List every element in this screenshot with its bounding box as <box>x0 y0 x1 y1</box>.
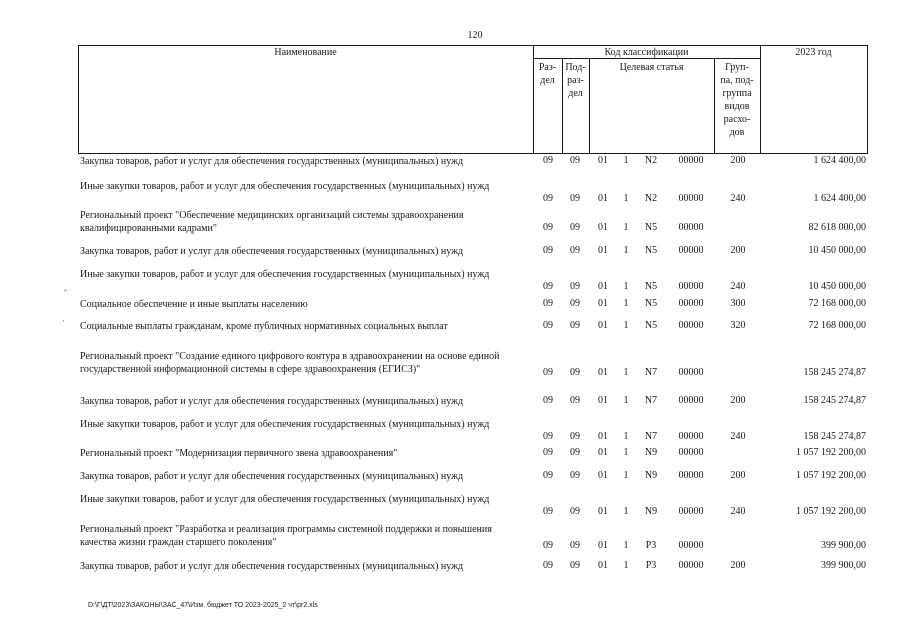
row-c2: 1 <box>623 298 629 309</box>
row-amount: 10 450 000,00 <box>808 281 866 292</box>
row-c4: 00000 <box>678 506 704 517</box>
row-podrazdel: 09 <box>570 245 580 256</box>
row-c2: 1 <box>623 320 629 331</box>
row-razdel: 09 <box>543 540 553 551</box>
row-vr: 320 <box>730 320 746 331</box>
row-c2: 1 <box>623 447 629 458</box>
table-row <box>80 320 880 336</box>
row-c4: 00000 <box>678 298 704 309</box>
row-podrazdel: 09 <box>570 431 580 442</box>
row-razdel: 09 <box>543 506 553 517</box>
row-c4: 00000 <box>678 395 704 406</box>
row-name: Региональный проект "Разработка и реализация программы системной поддержки и повышения качества жизни граждан старшего поколения" <box>80 524 492 548</box>
table-row <box>80 470 880 486</box>
row-podrazdel: 09 <box>570 470 580 481</box>
row-name: Иные закупки товаров, работ и услуг для обеспечения государственных (муниципальных) нужд <box>80 419 490 430</box>
row-c4: 00000 <box>678 560 704 571</box>
row-c3: N9 <box>644 506 658 517</box>
row-name: Социальные выплаты гражданам, кроме публичных нормативных социальных выплат <box>80 321 448 332</box>
row-c3: N5 <box>644 281 658 292</box>
row-razdel: 09 <box>543 367 553 378</box>
row-podrazdel: 09 <box>570 447 580 458</box>
table-row <box>80 268 880 294</box>
row-vr: 200 <box>730 470 746 481</box>
row-vr: 240 <box>730 431 746 442</box>
row-podrazdel: 09 <box>570 560 580 571</box>
row-c2: 1 <box>623 367 629 378</box>
row-c1: 01 <box>598 560 608 571</box>
row-podrazdel: 09 <box>570 155 580 166</box>
row-c4: 00000 <box>678 540 704 551</box>
header-classification-code: Код классификации <box>604 47 689 58</box>
row-c4: 00000 <box>678 367 704 378</box>
header-target-article: Целевая статья <box>619 62 684 73</box>
row-c1: 01 <box>598 367 608 378</box>
row-c1: 01 <box>598 431 608 442</box>
row-podrazdel: 09 <box>570 540 580 551</box>
row-vr: 200 <box>730 155 746 166</box>
row-amount: 158 245 274,87 <box>803 367 866 378</box>
row-c4: 00000 <box>678 470 704 481</box>
header-year: 2023 год <box>795 47 832 58</box>
row-amount: 158 245 274,87 <box>803 431 866 442</box>
row-vr: 200 <box>730 245 746 256</box>
row-amount: 72 168 000,00 <box>808 298 866 309</box>
row-razdel: 09 <box>543 320 553 331</box>
row-name: Иные закупки товаров, работ и услуг для обеспечения государственных (муниципальных) нужд <box>80 269 490 280</box>
table-row <box>80 180 880 206</box>
row-c1: 01 <box>598 506 608 517</box>
row-c2: 1 <box>623 193 629 204</box>
row-name: Иные закупки товаров, работ и услуг для обеспечения государственных (муниципальных) нужд <box>80 181 490 192</box>
row-name: Закупка товаров, работ и услуг для обеспечения государственных (муниципальных) нужд <box>80 561 464 572</box>
row-podrazdel: 09 <box>570 222 580 233</box>
row-c1: 01 <box>598 155 608 166</box>
row-c2: 1 <box>623 395 629 406</box>
row-amount: 399 900,00 <box>821 540 866 551</box>
row-c1: 01 <box>598 222 608 233</box>
row-c2: 1 <box>623 222 629 233</box>
row-c2: 1 <box>623 245 629 256</box>
row-c3: N7 <box>644 431 658 442</box>
row-c2: 1 <box>623 506 629 517</box>
table-header <box>78 45 868 154</box>
row-c4: 00000 <box>678 245 704 256</box>
col-border-left <box>78 45 79 154</box>
row-c3: N9 <box>644 447 658 458</box>
row-c3: N5 <box>644 320 658 331</box>
row-name: Региональный проект "Создание единого цифрового контура в здравоохранении на основе единой государственной информационной системы в сфере здравоохранения (ЕГИСЗ)" <box>80 351 500 375</box>
row-c2: 1 <box>623 155 629 166</box>
header-bottom-border <box>78 153 868 154</box>
header-subsection: Под- раз- дел <box>565 62 586 99</box>
row-c1: 01 <box>598 281 608 292</box>
row-c4: 00000 <box>678 193 704 204</box>
row-c2: 1 <box>623 281 629 292</box>
table-row <box>80 560 880 576</box>
row-c4: 00000 <box>678 222 704 233</box>
row-c3: P3 <box>645 540 657 551</box>
row-podrazdel: 09 <box>570 281 580 292</box>
table-row <box>80 209 880 235</box>
row-razdel: 09 <box>543 281 553 292</box>
row-c3: N7 <box>644 367 658 378</box>
row-amount: 1 057 192 200,00 <box>796 470 866 481</box>
row-c3: N9 <box>644 470 658 481</box>
row-vr: 240 <box>730 193 746 204</box>
row-podrazdel: 09 <box>570 298 580 309</box>
row-c4: 00000 <box>678 281 704 292</box>
row-name: Закупка товаров, работ и услуг для обеспечения государственных (муниципальных) нужд <box>80 471 464 482</box>
scan-mark: · <box>62 316 65 326</box>
row-amount: 158 245 274,87 <box>803 395 866 406</box>
row-name: Региональный проект "Обеспечение медицинских организаций системы здравоохранения квалифицированными кадрами" <box>80 210 464 234</box>
row-name: Региональный проект "Модернизация первичного звена здравоохранения" <box>80 448 398 459</box>
col-border-group <box>760 45 761 154</box>
row-c1: 01 <box>598 447 608 458</box>
row-podrazdel: 09 <box>570 320 580 331</box>
row-c1: 01 <box>598 245 608 256</box>
row-name: Социальное обеспечение и иные выплаты населению <box>80 299 308 310</box>
row-c2: 1 <box>623 470 629 481</box>
row-podrazdel: 09 <box>570 395 580 406</box>
row-c3: N2 <box>644 193 658 204</box>
table-row <box>80 395 880 411</box>
table-row <box>80 155 880 171</box>
row-amount: 399 900,00 <box>821 560 866 571</box>
row-c3: N5 <box>644 245 658 256</box>
row-amount: 10 450 000,00 <box>808 245 866 256</box>
row-c1: 01 <box>598 470 608 481</box>
row-podrazdel: 09 <box>570 193 580 204</box>
page-number: 120 <box>467 30 483 41</box>
row-razdel: 09 <box>543 193 553 204</box>
header-expense-group: Груп- па, под- группа видов расхо- дов <box>720 62 754 138</box>
row-c3: N2 <box>644 155 658 166</box>
row-razdel: 09 <box>543 298 553 309</box>
row-amount: 82 618 000,00 <box>808 222 866 233</box>
row-amount: 1 624 400,00 <box>813 193 866 204</box>
header-section: Раз- дел <box>538 62 557 86</box>
row-name: Закупка товаров, работ и услуг для обеспечения государственных (муниципальных) нужд <box>80 396 464 407</box>
row-c1: 01 <box>598 320 608 331</box>
col-border-right <box>867 45 868 154</box>
row-razdel: 09 <box>543 155 553 166</box>
row-razdel: 09 <box>543 395 553 406</box>
table-row <box>80 447 880 463</box>
row-c3: N7 <box>644 395 658 406</box>
row-vr: 200 <box>730 560 746 571</box>
row-vr: 300 <box>730 298 746 309</box>
header-name: Наименование <box>274 47 337 58</box>
row-c2: 1 <box>623 540 629 551</box>
row-c1: 01 <box>598 395 608 406</box>
table-row <box>80 523 880 553</box>
row-vr: 240 <box>730 506 746 517</box>
file-path: D:\Г\ДТ\2023\ЗАКОНЫ\ЗАС_47\Изм. бюджет ТО 2023-2025_2 чт\pr2.xls <box>88 602 318 609</box>
row-vr: 240 <box>730 281 746 292</box>
row-c4: 00000 <box>678 447 704 458</box>
row-vr: 200 <box>730 395 746 406</box>
row-c4: 00000 <box>678 155 704 166</box>
row-amount: 72 168 000,00 <box>808 320 866 331</box>
scan-mark: ˇ <box>64 288 67 298</box>
table-row <box>80 350 880 380</box>
row-name: Закупка товаров, работ и услуг для обеспечения государственных (муниципальных) нужд <box>80 156 464 167</box>
row-razdel: 09 <box>543 470 553 481</box>
row-amount: 1 624 400,00 <box>813 155 866 166</box>
table-row <box>80 493 880 519</box>
row-razdel: 09 <box>543 447 553 458</box>
row-c4: 00000 <box>678 431 704 442</box>
row-name: Закупка товаров, работ и услуг для обеспечения государственных (муниципальных) нужд <box>80 246 464 257</box>
table-row <box>80 245 880 261</box>
row-c2: 1 <box>623 431 629 442</box>
row-c1: 01 <box>598 193 608 204</box>
row-c2: 1 <box>623 560 629 571</box>
row-razdel: 09 <box>543 222 553 233</box>
row-razdel: 09 <box>543 431 553 442</box>
row-amount: 1 057 192 200,00 <box>796 447 866 458</box>
row-podrazdel: 09 <box>570 506 580 517</box>
row-razdel: 09 <box>543 245 553 256</box>
row-c4: 00000 <box>678 320 704 331</box>
row-amount: 1 057 192 200,00 <box>796 506 866 517</box>
row-c1: 01 <box>598 298 608 309</box>
table-row <box>80 418 880 444</box>
row-c3: P3 <box>645 560 657 571</box>
row-razdel: 09 <box>543 560 553 571</box>
row-c3: N5 <box>644 222 658 233</box>
row-podrazdel: 09 <box>570 367 580 378</box>
row-c1: 01 <box>598 540 608 551</box>
row-name: Иные закупки товаров, работ и услуг для обеспечения государственных (муниципальных) нужд <box>80 494 490 505</box>
table-row <box>80 298 880 314</box>
row-c3: N5 <box>644 298 658 309</box>
